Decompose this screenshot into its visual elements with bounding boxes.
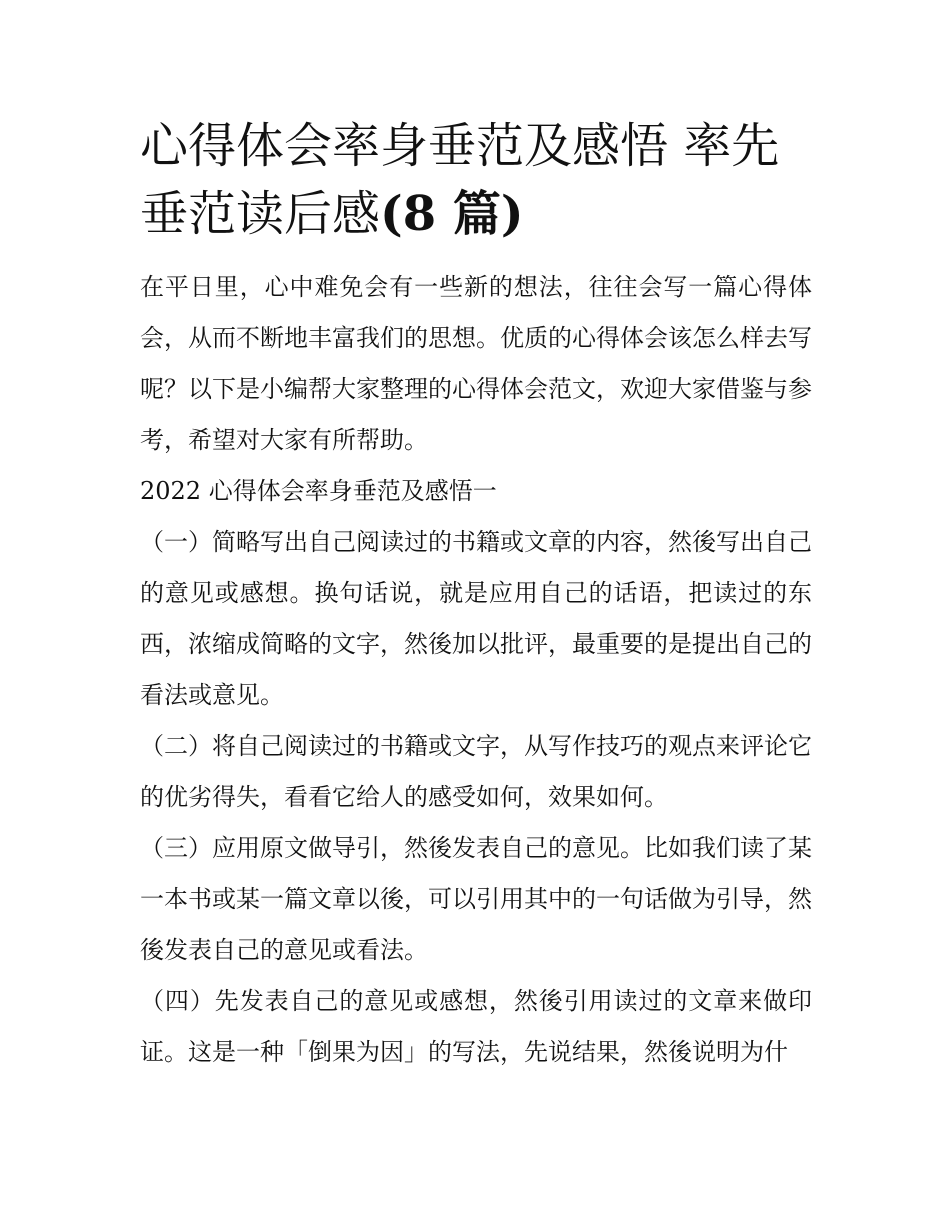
body-paragraph-2: （二）将自己阅读过的书籍或文字，从写作技巧的观点来评论它的优劣得失，看看它给人的感受如何，效果如何。 <box>140 732 812 811</box>
section-heading: 2022 心得体会率身垂范及感悟一 <box>140 477 497 505</box>
document-title <box>140 112 812 248</box>
title-main: 心得体会率身垂范及感悟 率先垂范读后感 <box>140 118 780 242</box>
document-page <box>140 112 812 1078</box>
title-count: (8 篇) <box>380 186 524 242</box>
intro-paragraph: 在平日里，心中难免会有一些新的想法，往往会写一篇心得体会，从而不断地丰富我们的思想。优质的心得体会该怎么样去写呢？以下是小编帮大家整理的心得体会范文，欢迎大家借鉴与参考，希望对大家有所帮助。 <box>140 273 812 454</box>
body-paragraph-1: （一）简略写出自己阅读过的书籍或文章的内容，然後写出自己的意见或感想。换句话说，就是应用自己的话语，把读过的东西，浓缩成简略的文字，然後加以批评，最重要的是提出自己的看法或意见。 <box>140 528 812 709</box>
body-paragraph-3: （三）应用原文做导引，然後发表自己的意见。比如我们读了某一本书或某一篇文章以後，可以引用其中的一句话做为引导，然後发表自己的意见或看法。 <box>140 834 812 964</box>
body-paragraph-4: （四）先发表自己的意见或感想，然後引用读过的文章来做印证。这是一种「倒果为因」的写法，先说结果，然後说明为什 <box>140 987 812 1066</box>
